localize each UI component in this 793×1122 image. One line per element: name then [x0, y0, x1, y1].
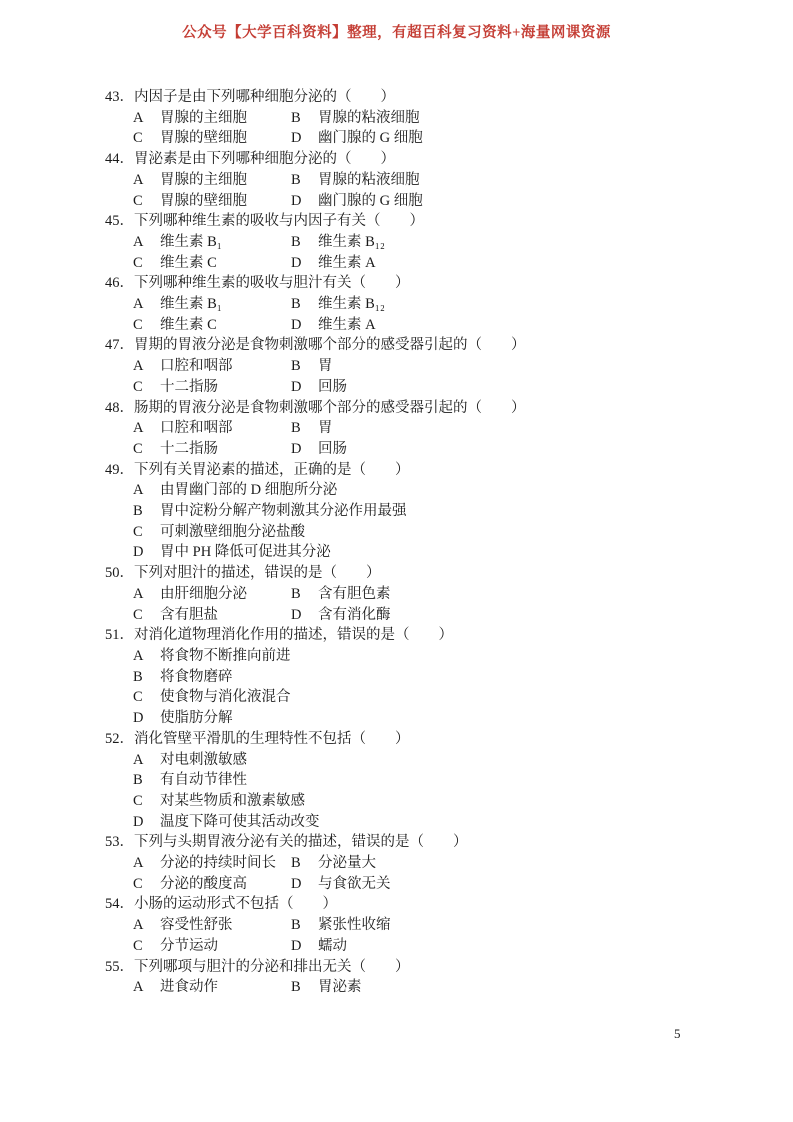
question-text: 下列哪种维生素的吸收与内因子有关（ ）: [134, 213, 424, 230]
option-label: A: [133, 917, 144, 934]
question-text: 下列有关胃泌素的描述，正确的是（ ）: [134, 461, 410, 478]
option-D: [291, 191, 449, 212]
option-text: 维生素 B₁₂: [318, 233, 385, 250]
option-text: 分泌量大: [318, 855, 376, 872]
option-row: [105, 687, 725, 708]
question-item: [105, 832, 725, 894]
option-text: 胃腺的主细胞: [160, 171, 247, 188]
option-A: [133, 418, 291, 439]
option-text: 分节运动: [160, 937, 218, 954]
option-C: [133, 191, 291, 212]
option-label: B: [291, 420, 301, 437]
option-label: B: [291, 171, 301, 188]
option-text: 紧张性收缩: [318, 917, 391, 934]
option-row: [105, 108, 725, 129]
option-label: B: [133, 668, 143, 685]
option-text: 与食欲无关: [318, 875, 391, 892]
option-A: [133, 750, 291, 771]
option-label: A: [133, 296, 144, 313]
option-D: [291, 315, 449, 336]
option-label: D: [291, 130, 302, 147]
option-label: D: [291, 875, 302, 892]
option-D: [291, 253, 449, 274]
option-C: [133, 522, 305, 543]
option-A: [133, 853, 291, 874]
option-label: B: [133, 772, 143, 789]
question-item: [105, 625, 725, 729]
option-text: 胃腺的壁细胞: [160, 192, 247, 209]
question-text: 对消化道物理消化作用的描述，错误的是（ ）: [134, 627, 453, 644]
question-line: [105, 149, 725, 170]
option-row: [105, 750, 725, 771]
option-text: 维生素 B₁: [160, 233, 222, 250]
option-text: 有自动节律性: [160, 772, 247, 789]
option-label: C: [133, 937, 143, 954]
option-label: D: [291, 606, 302, 623]
option-label: C: [133, 130, 143, 147]
question-text: 小肠的运动形式不包括（ ）: [134, 896, 337, 913]
option-text: 将食物磨碎: [160, 668, 233, 685]
option-row: [105, 501, 725, 522]
option-label: C: [133, 606, 143, 623]
option-text: 将食物不断推向前进: [160, 647, 291, 664]
option-B: [291, 977, 449, 998]
option-text: 胃泌素: [318, 979, 362, 996]
option-text: 含有消化酶: [318, 606, 391, 623]
option-row: [105, 439, 725, 460]
option-label: D: [291, 192, 302, 209]
option-D: [291, 377, 449, 398]
page-header: 公众号【大学百科资料】整理，有超百科复习资料+海量网课资源: [182, 25, 611, 41]
option-B: [291, 584, 449, 605]
option-A: [133, 356, 291, 377]
question-text: 下列哪种维生素的吸收与胆汁有关（ ）: [134, 275, 410, 292]
option-row: [105, 770, 725, 791]
option-B: [133, 770, 291, 791]
option-label: D: [133, 544, 144, 561]
option-label: A: [133, 751, 144, 768]
option-C: [133, 128, 291, 149]
option-text: 胃腺的壁细胞: [160, 130, 247, 147]
option-text: 含有胆盐: [160, 606, 218, 623]
option-B: [291, 356, 449, 377]
option-text: 维生素 B₁₂: [318, 296, 385, 313]
option-A: [133, 170, 291, 191]
option-row: [105, 708, 725, 729]
option-label: D: [133, 710, 144, 727]
option-B: [133, 667, 291, 688]
option-text: 胃腺的粘液细胞: [318, 109, 420, 126]
option-text: 可刺激壁细胞分泌盐酸: [160, 523, 305, 540]
question-line: [105, 957, 725, 978]
option-row: [105, 480, 725, 501]
question-text: 消化管壁平滑肌的生理特性不包括（ ）: [134, 730, 410, 747]
option-label: A: [133, 482, 144, 499]
option-text: 使食物与消化液混合: [160, 689, 291, 706]
option-label: C: [133, 378, 143, 395]
option-label: B: [291, 296, 301, 313]
question-item: [105, 729, 725, 833]
question-line: [105, 460, 725, 481]
option-row: [105, 812, 725, 833]
option-row: [105, 667, 725, 688]
option-C: [133, 315, 291, 336]
option-row: [105, 584, 725, 605]
option-row: [105, 191, 725, 212]
option-C: [133, 377, 291, 398]
question-number: 46．: [105, 275, 134, 292]
option-text: 由肝细胞分泌: [160, 585, 247, 602]
option-text: 对电刺激敏感: [160, 751, 247, 768]
option-text: 维生素 A: [318, 254, 376, 271]
question-number: 51．: [105, 627, 134, 644]
option-C: [133, 791, 305, 812]
option-label: D: [291, 378, 302, 395]
page-number: 5: [674, 1026, 681, 1041]
option-text: 维生素 C: [160, 316, 217, 333]
option-label: B: [133, 503, 143, 520]
question-text: 下列对胆汁的描述，错误的是（ ）: [134, 565, 381, 582]
option-B: [291, 170, 449, 191]
option-label: B: [291, 979, 301, 996]
option-label: A: [133, 109, 144, 126]
option-text: 含有胆色素: [318, 585, 391, 602]
option-label: A: [133, 855, 144, 872]
question-line: [105, 563, 725, 584]
question-line: [105, 894, 725, 915]
question-number: 49．: [105, 461, 134, 478]
option-row: [105, 356, 725, 377]
question-item: [105, 211, 725, 273]
option-row: [105, 874, 725, 895]
option-text: 胃中 PH 降低可促进其分泌: [160, 544, 331, 561]
question-item: [105, 273, 725, 335]
question-text: 内因子是由下列哪种细胞分泌的（ ）: [134, 89, 395, 105]
option-text: 幽门腺的 G 细胞: [318, 130, 423, 147]
option-D: [291, 439, 449, 460]
option-row: [105, 522, 725, 543]
question-number: 52．: [105, 730, 134, 747]
question-item: [105, 460, 725, 564]
option-D: [133, 812, 320, 833]
option-label: D: [291, 937, 302, 954]
option-text: 胃腺的粘液细胞: [318, 171, 420, 188]
option-D: [133, 542, 331, 563]
question-text: 胃期的胃液分泌是食物刺激哪个部分的感受器引起的（ ）: [134, 337, 526, 354]
question-text: 肠期的胃液分泌是食物刺激哪个部分的感受器引起的（ ）: [134, 399, 526, 416]
option-label: B: [291, 233, 301, 250]
option-label: C: [133, 523, 143, 540]
option-text: 分泌的酸度高: [160, 875, 247, 892]
option-label: D: [291, 440, 302, 457]
option-text: 容受性舒张: [160, 917, 233, 934]
question-line: [105, 87, 725, 108]
option-C: [133, 936, 291, 957]
question-number: 48．: [105, 399, 134, 416]
question-number: 50．: [105, 565, 134, 582]
option-A: [133, 584, 291, 605]
question-line: [105, 625, 725, 646]
option-D: [133, 708, 291, 729]
option-text: 胃中淀粉分解产物刺激其分泌作用最强: [160, 503, 407, 520]
option-B: [291, 232, 449, 253]
option-text: 使脂肪分解: [160, 710, 233, 727]
option-label: B: [291, 585, 301, 602]
question-text: 下列哪项与胆汁的分泌和排出无关（ ）: [134, 958, 410, 975]
question-item: [105, 563, 725, 625]
option-label: C: [133, 192, 143, 209]
option-label: C: [133, 689, 143, 706]
option-row: [105, 377, 725, 398]
question-number: 53．: [105, 834, 134, 851]
question-line: [105, 729, 725, 750]
question-number: 55．: [105, 958, 134, 975]
option-B: [291, 418, 449, 439]
option-row: [105, 915, 725, 936]
option-text: 温度下降可使其活动改变: [160, 813, 320, 830]
option-row: [105, 232, 725, 253]
option-row: [105, 646, 725, 667]
option-text: 对某些物质和激素敏感: [160, 792, 305, 809]
option-row: [105, 853, 725, 874]
option-A: [133, 108, 291, 129]
option-row: [105, 605, 725, 626]
option-B: [133, 501, 407, 522]
option-row: [105, 936, 725, 957]
option-text: 回肠: [318, 378, 347, 395]
option-C: [133, 874, 291, 895]
question-list: [105, 87, 725, 998]
question-text: 下列与头期胃液分泌有关的描述，错误的是（ ）: [134, 834, 468, 851]
option-A: [133, 915, 291, 936]
option-row: [105, 542, 725, 563]
option-label: D: [291, 316, 302, 333]
option-text: 由胃幽门部的 D 细胞所分泌: [160, 482, 338, 499]
question-number: 45．: [105, 213, 134, 230]
question-number: 54．: [105, 896, 134, 913]
option-B: [291, 294, 449, 315]
option-D: [291, 128, 449, 149]
question-number: 47．: [105, 337, 134, 354]
option-text: 口腔和咽部: [160, 420, 233, 437]
option-row: [105, 170, 725, 191]
question-item: [105, 398, 725, 460]
option-label: A: [133, 171, 144, 188]
option-B: [291, 853, 449, 874]
option-B: [291, 915, 449, 936]
question-line: [105, 211, 725, 232]
option-text: 维生素 A: [318, 316, 376, 333]
option-text: 十二指肠: [160, 440, 218, 457]
option-label: A: [133, 647, 144, 664]
question-number: 44．: [105, 151, 134, 168]
option-C: [133, 605, 291, 626]
option-text: 维生素 C: [160, 254, 217, 271]
option-label: C: [133, 316, 143, 333]
option-label: D: [291, 254, 302, 271]
option-A: [133, 480, 337, 501]
question-text: 胃泌素是由下列哪种细胞分泌的（ ）: [134, 151, 395, 168]
question-line: [105, 398, 725, 419]
question-line: [105, 273, 725, 294]
option-text: 口腔和咽部: [160, 358, 233, 375]
question-line: [105, 832, 725, 853]
option-D: [291, 874, 449, 895]
option-label: C: [133, 440, 143, 457]
option-label: B: [291, 358, 301, 375]
option-text: 分泌的持续时间长: [160, 855, 276, 872]
question-item: [105, 957, 725, 998]
option-D: [291, 605, 449, 626]
option-text: 维生素 B₁: [160, 296, 222, 313]
option-row: [105, 315, 725, 336]
option-row: [105, 128, 725, 149]
option-label: B: [291, 109, 301, 126]
option-label: B: [291, 917, 301, 934]
option-row: [105, 791, 725, 812]
option-text: 十二指肠: [160, 378, 218, 395]
option-label: A: [133, 358, 144, 375]
option-label: A: [133, 233, 144, 250]
option-text: 幽门腺的 G 细胞: [318, 192, 423, 209]
option-row: [105, 294, 725, 315]
option-label: A: [133, 585, 144, 602]
option-D: [291, 936, 449, 957]
option-text: 胃: [318, 358, 333, 375]
option-text: 胃: [318, 420, 333, 437]
option-label: C: [133, 875, 143, 892]
option-A: [133, 646, 291, 667]
option-A: [133, 294, 291, 315]
option-text: 进食动作: [160, 979, 218, 996]
question-item: [105, 149, 725, 211]
question-number: 43．: [105, 89, 134, 105]
option-label: C: [133, 254, 143, 271]
option-C: [133, 687, 291, 708]
question-item: [105, 894, 725, 956]
option-text: 回肠: [318, 440, 347, 457]
option-label: D: [133, 813, 144, 830]
question-item: [105, 87, 725, 149]
option-C: [133, 253, 291, 274]
option-text: 蠕动: [318, 937, 347, 954]
option-label: C: [133, 792, 143, 809]
option-row: [105, 977, 725, 998]
option-label: A: [133, 420, 144, 437]
question-item: [105, 335, 725, 397]
option-row: [105, 253, 725, 274]
option-text: 胃腺的主细胞: [160, 109, 247, 126]
option-row: [105, 418, 725, 439]
question-line: [105, 335, 725, 356]
option-A: [133, 977, 291, 998]
option-label: A: [133, 979, 144, 996]
option-B: [291, 108, 449, 129]
option-A: [133, 232, 291, 253]
option-label: B: [291, 855, 301, 872]
option-C: [133, 439, 291, 460]
